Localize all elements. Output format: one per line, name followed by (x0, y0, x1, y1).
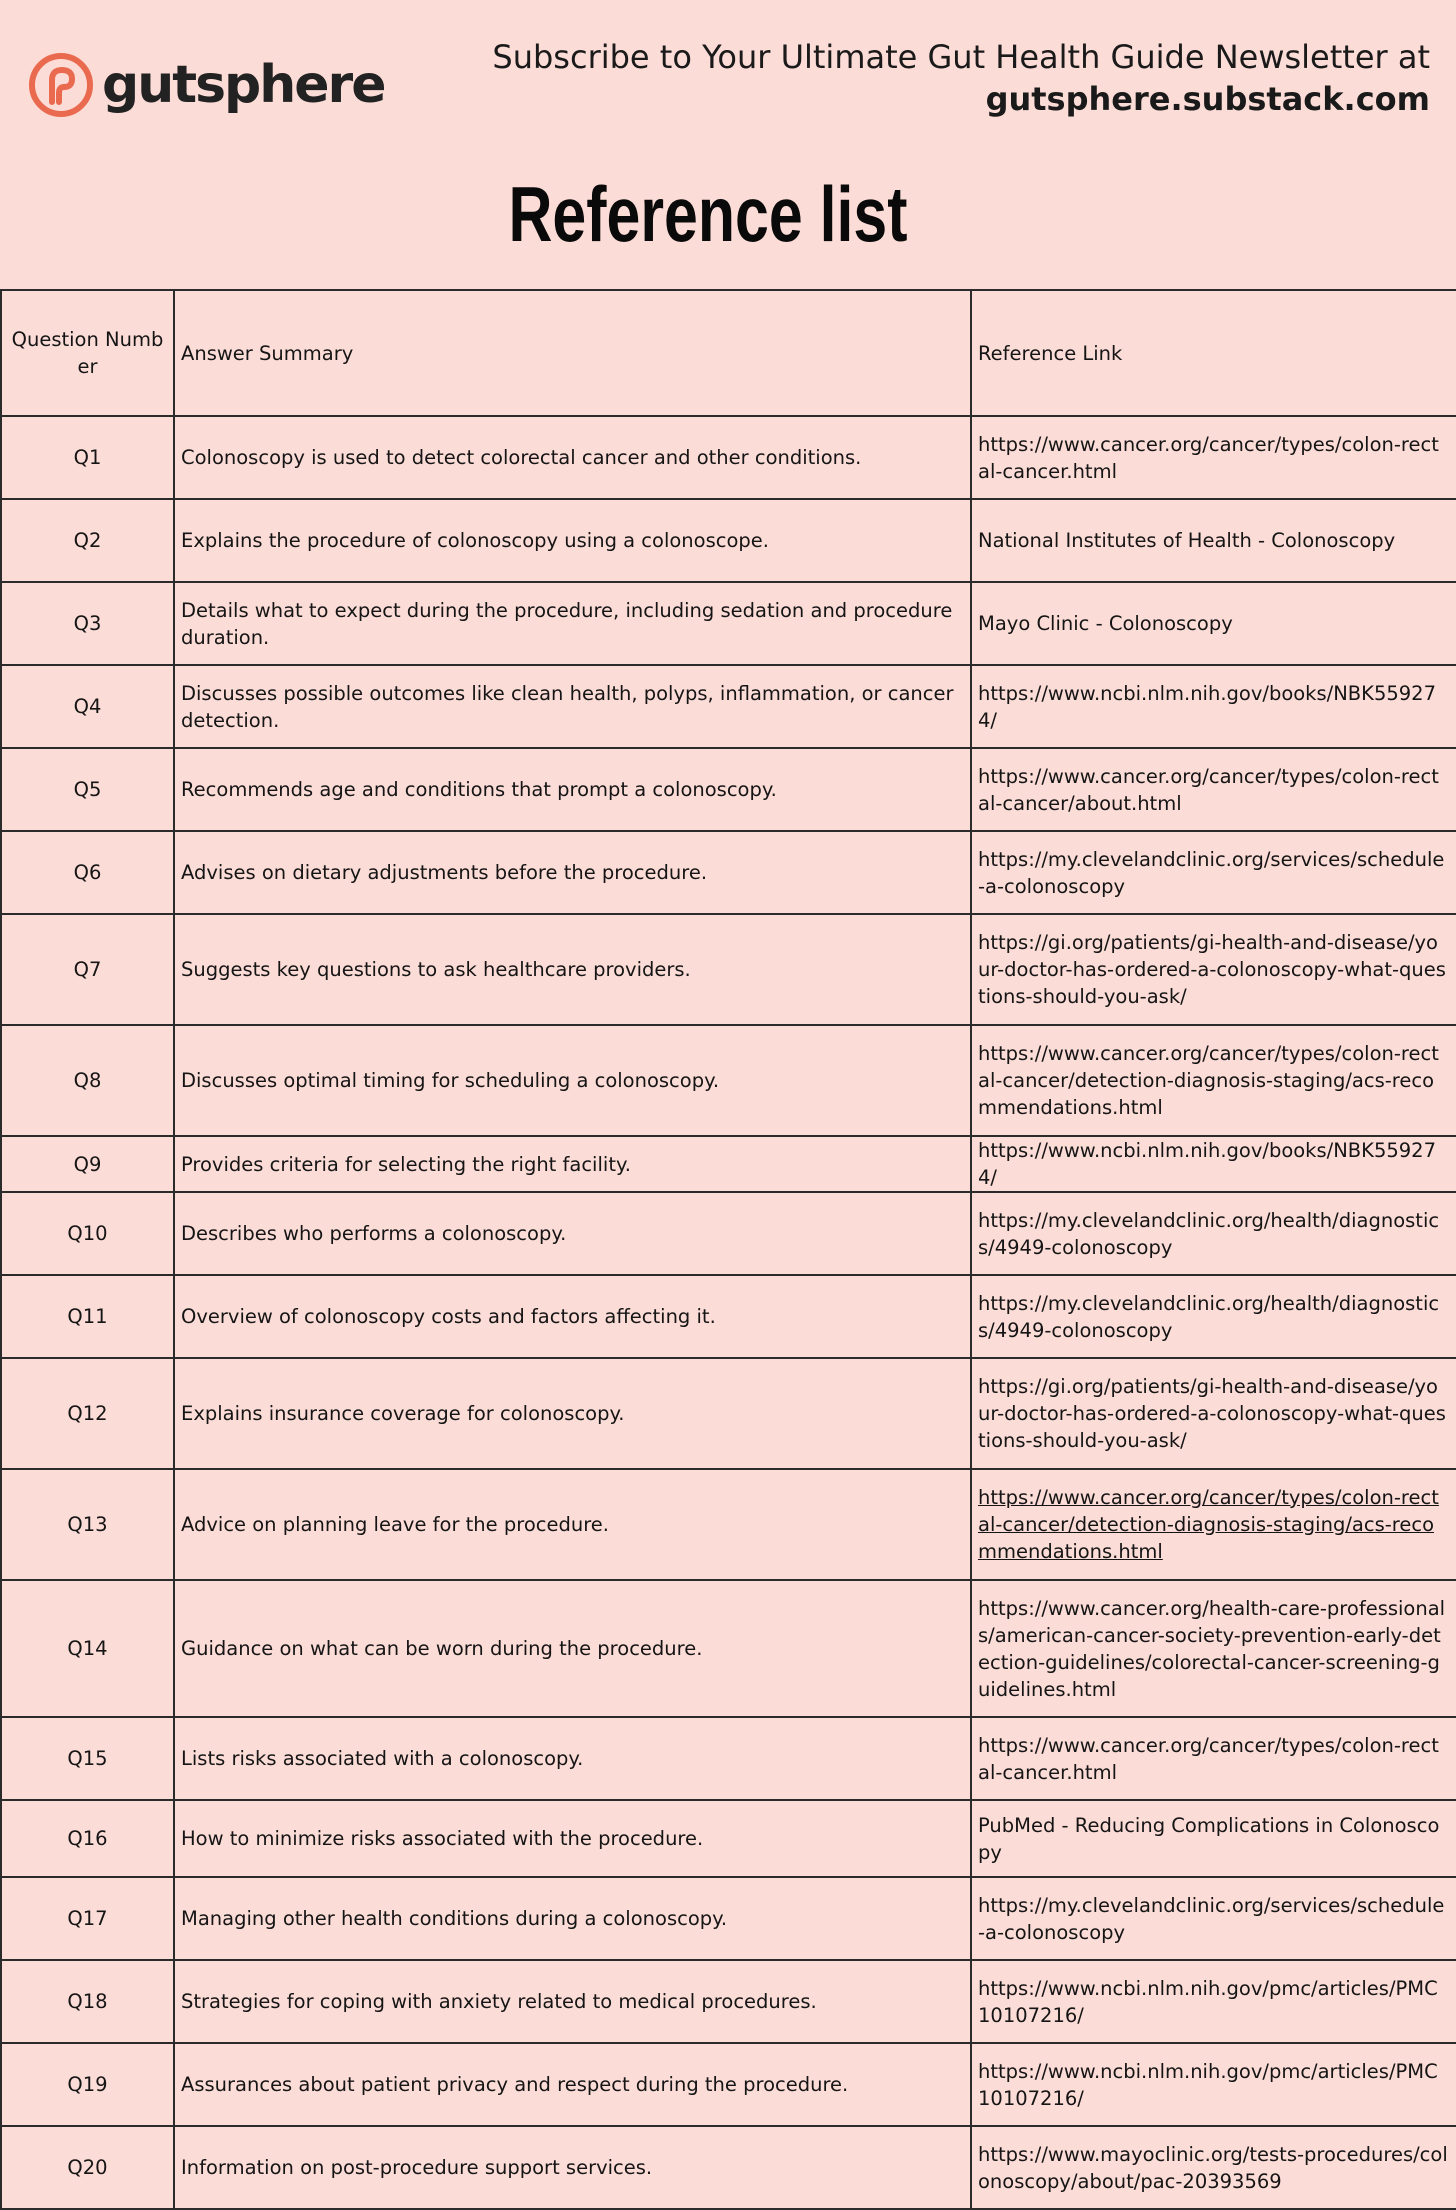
brand-logo[interactable] (28, 52, 384, 118)
answer-summary: Describes who performs a colonoscopy. (174, 1192, 971, 1275)
question-number: Q16 (1, 1800, 174, 1877)
table-row (1, 2043, 1456, 2126)
table-row (1, 665, 1456, 748)
answer-summary: Recommends age and conditions that prompt a colonoscopy. (174, 748, 971, 831)
gut-logo-icon (28, 52, 94, 118)
table-row (1, 416, 1456, 499)
question-number: Q1 (1, 416, 174, 499)
answer-summary: Advice on planning leave for the procedure. (174, 1469, 971, 1580)
answer-summary: Details what to expect during the procedure, including sedation and procedure duration. (174, 582, 971, 665)
reference-link[interactable]: https://my.clevelandclinic.org/services/schedule-a-colonoscopy (971, 831, 1456, 914)
answer-summary: Suggests key questions to ask healthcare providers. (174, 914, 971, 1025)
question-number: Q4 (1, 665, 174, 748)
reference-link[interactable]: https://www.cancer.org/cancer/types/colon-rectal-cancer/detection-diagnosis-staging/acs-recommendations.html (971, 1469, 1456, 1580)
table-row (1, 582, 1456, 665)
question-number: Q18 (1, 1960, 174, 2043)
reference-link[interactable]: https://my.clevelandclinic.org/health/diagnostics/4949-colonoscopy (971, 1275, 1456, 1358)
reference-link[interactable]: Mayo Clinic - Colonoscopy (971, 582, 1456, 665)
header-question-number: Question Number (1, 290, 174, 416)
question-number: Q6 (1, 831, 174, 914)
answer-summary: How to minimize risks associated with the procedure. (174, 1800, 971, 1877)
reference-link[interactable]: PubMed - Reducing Complications in Colonoscopy (971, 1800, 1456, 1877)
table-row (1, 914, 1456, 1025)
question-number: Q12 (1, 1358, 174, 1469)
question-number: Q19 (1, 2043, 174, 2126)
subscribe-note (492, 36, 1430, 120)
answer-summary: Lists risks associated with a colonoscopy. (174, 1717, 971, 1800)
question-number: Q17 (1, 1877, 174, 1960)
question-number: Q8 (1, 1025, 174, 1136)
table-row (1, 1960, 1456, 2043)
table-row (1, 1275, 1456, 1358)
question-number: Q7 (1, 914, 174, 1025)
reference-link[interactable]: https://gi.org/patients/gi-health-and-disease/your-doctor-has-ordered-a-colonoscopy-what-questions-should-you-ask/ (971, 914, 1456, 1025)
subscribe-text: Subscribe to Your Ultimate Gut Health Guide Newsletter at (492, 38, 1430, 76)
answer-summary: Explains insurance coverage for colonoscopy. (174, 1358, 971, 1469)
question-number: Q5 (1, 748, 174, 831)
table-row (1, 2126, 1456, 2209)
table-row (1, 499, 1456, 582)
reference-table (0, 289, 1456, 2210)
answer-summary: Advises on dietary adjustments before the procedure. (174, 831, 971, 914)
reference-link[interactable]: National Institutes of Health - Colonoscopy (971, 499, 1456, 582)
answer-summary: Colonoscopy is used to detect colorectal cancer and other conditions. (174, 416, 971, 499)
page-header (0, 0, 1456, 290)
answer-summary: Strategies for coping with anxiety related to medical procedures. (174, 1960, 971, 2043)
reference-link[interactable]: https://my.clevelandclinic.org/health/diagnostics/4949-colonoscopy (971, 1192, 1456, 1275)
table-row (1, 831, 1456, 914)
subscribe-url[interactable]: gutsphere.substack.com (985, 80, 1430, 118)
table-row (1, 1358, 1456, 1469)
question-number: Q9 (1, 1136, 174, 1192)
reference-link[interactable]: https://www.cancer.org/cancer/types/colon-rectal-cancer.html (971, 1717, 1456, 1800)
question-number: Q20 (1, 2126, 174, 2209)
table-row (1, 1877, 1456, 1960)
question-number: Q14 (1, 1580, 174, 1717)
reference-link[interactable]: https://www.ncbi.nlm.nih.gov/books/NBK559274/ (971, 1136, 1456, 1192)
reference-link[interactable]: https://www.ncbi.nlm.nih.gov/pmc/articles/PMC10107216/ (971, 1960, 1456, 2043)
table-row (1, 1025, 1456, 1136)
header-answer-summary: Answer Summary (174, 290, 971, 416)
page-title: Reference list (508, 170, 908, 258)
table-row (1, 1469, 1456, 1580)
answer-summary: Discusses possible outcomes like clean health, polyps, inflammation, or cancer detection. (174, 665, 971, 748)
reference-link[interactable]: https://gi.org/patients/gi-health-and-disease/your-doctor-has-ordered-a-colonoscopy-what-questions-should-you-ask/ (971, 1358, 1456, 1469)
answer-summary: Explains the procedure of colonoscopy using a colonoscope. (174, 499, 971, 582)
reference-link[interactable]: https://www.ncbi.nlm.nih.gov/pmc/articles/PMC10107216/ (971, 2043, 1456, 2126)
reference-link[interactable]: https://www.cancer.org/cancer/types/colon-rectal-cancer.html (971, 416, 1456, 499)
header-reference-link: Reference Link (971, 290, 1456, 416)
reference-link[interactable]: https://www.mayoclinic.org/tests-procedures/colonoscopy/about/pac-20393569 (971, 2126, 1456, 2209)
table-row (1, 1192, 1456, 1275)
question-number: Q3 (1, 582, 174, 665)
table-row (1, 1717, 1456, 1800)
reference-link[interactable]: https://www.cancer.org/cancer/types/colon-rectal-cancer/about.html (971, 748, 1456, 831)
table-row (1, 1800, 1456, 1877)
answer-summary: Managing other health conditions during a colonoscopy. (174, 1877, 971, 1960)
table-header-row (1, 290, 1456, 416)
reference-link[interactable]: https://www.cancer.org/cancer/types/colon-rectal-cancer/detection-diagnosis-staging/acs-recommendations.html (971, 1025, 1456, 1136)
reference-link[interactable]: https://www.ncbi.nlm.nih.gov/books/NBK559274/ (971, 665, 1456, 748)
answer-summary: Provides criteria for selecting the right facility. (174, 1136, 971, 1192)
reference-link[interactable]: https://www.cancer.org/health-care-professionals/american-cancer-society-prevention-early-detection-guidelines/colorectal-cancer-screening-guidelines.html (971, 1580, 1456, 1717)
question-number: Q15 (1, 1717, 174, 1800)
table-row (1, 1580, 1456, 1717)
table-row (1, 1136, 1456, 1192)
question-number: Q2 (1, 499, 174, 582)
answer-summary: Guidance on what can be worn during the procedure. (174, 1580, 971, 1717)
question-number: Q13 (1, 1469, 174, 1580)
brand-name: gutsphere (102, 55, 385, 115)
answer-summary: Assurances about patient privacy and respect during the procedure. (174, 2043, 971, 2126)
answer-summary: Discusses optimal timing for scheduling a colonoscopy. (174, 1025, 971, 1136)
question-number: Q11 (1, 1275, 174, 1358)
reference-link[interactable]: https://my.clevelandclinic.org/services/schedule-a-colonoscopy (971, 1877, 1456, 1960)
answer-summary: Overview of colonoscopy costs and factors affecting it. (174, 1275, 971, 1358)
answer-summary: Information on post-procedure support services. (174, 2126, 971, 2209)
table-row (1, 748, 1456, 831)
question-number: Q10 (1, 1192, 174, 1275)
